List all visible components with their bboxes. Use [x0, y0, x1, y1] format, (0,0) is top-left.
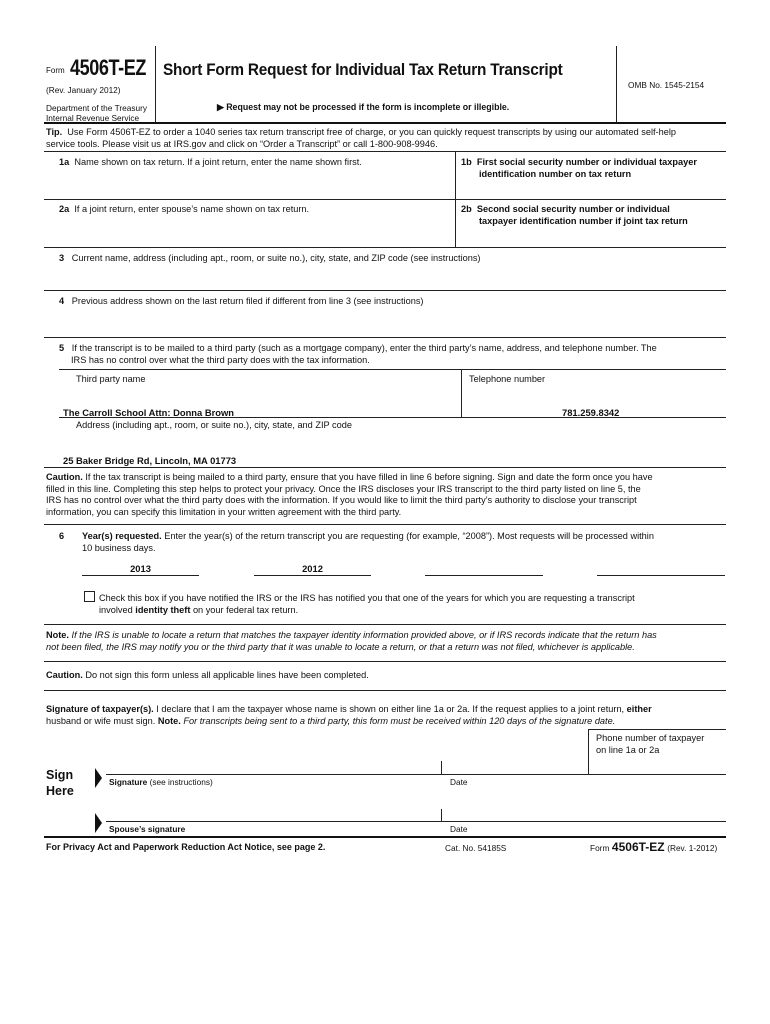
- date-label-1: Date: [450, 777, 468, 787]
- line-4-label: 4 Previous address shown on the last return filed if different from line 3 (see instructions): [59, 296, 424, 306]
- line-6-number: 6: [59, 531, 65, 541]
- date-label-2: Date: [450, 824, 468, 834]
- third-party-name-label: Third party name: [76, 374, 146, 384]
- taxpayer-phone-field[interactable]: [596, 760, 724, 774]
- department-line1: Department of the Treasury: [46, 103, 147, 113]
- privacy-notice: For Privacy Act and Paperwork Reduction Act Notice, see page 2.: [46, 842, 326, 852]
- spouse-signature-label: Spouse’s signature: [109, 824, 186, 834]
- caution-third-party: Caution. If the tax transcript is being mailed to a third party, ensure that you have filled in line 6 before signing. Sign and date the form once you have filled in this line. Completing this step helps to protect your privacy. Once the IRS discloses your IRS transcript to the third party listed on line 5, the IRS has no control over what the third party does with the information. If you would like to limit the third party’s authority to disclose your transcript information, you can specify this limitation in your written agreement with the third party.: [46, 472, 653, 517]
- signature-date-field[interactable]: [446, 758, 586, 774]
- line-1a-label: 1a Name shown on tax return. If a joint return, enter the name shown first.: [59, 157, 362, 167]
- year-field-2[interactable]: 2012: [302, 563, 323, 574]
- line-2b-label: 2b Second social security number or individual taxpayer identification number if joint tax return: [461, 204, 688, 226]
- address-label: Address (including apt., room, or suite no.), city, state, and ZIP code: [76, 420, 352, 430]
- form-label: Form: [46, 66, 65, 75]
- sign-arrow-icon: [95, 768, 102, 788]
- form-title: Short Form Request for Individual Tax Return Transcript: [163, 61, 563, 79]
- line-6-label: Year(s) requested. Enter the year(s) of the return transcript you are requesting (for example, “2008”). Most requests will be processed within 10 business days.: [82, 531, 654, 553]
- identity-theft-checkbox[interactable]: [84, 591, 95, 602]
- taxpayer-phone-label: Phone number of taxpayer on line 1a or 2a: [596, 733, 705, 755]
- form-number: 4506T-EZ: [70, 55, 146, 80]
- telephone-label: Telephone number: [469, 374, 546, 384]
- spouse-date-field[interactable]: [446, 806, 586, 821]
- omb-number: OMB No. 1545-2154: [628, 80, 705, 90]
- signature-declaration: Signature of taxpayer(s). I declare that I am the taxpayer whose name is shown on either line 1a or 2a. If the request applies to a joint return, either husband or wife must sign. Note. For transcripts being sent to a third party, this form must be received within 120 days of the signature date.: [46, 704, 652, 726]
- caution-signing: Caution. Do not sign this form unless all applicable lines have been completed.: [46, 670, 369, 680]
- sign-here-label: Sign Here: [46, 768, 74, 798]
- third-party-address-field[interactable]: 25 Baker Bridge Rd, Lincoln, MA 01773: [63, 455, 237, 466]
- footer-form-id: Form 4506T-EZ (Rev. 1-2012): [590, 840, 718, 854]
- year-field-1[interactable]: 2013: [130, 563, 151, 574]
- line-3-label: 3 Current name, address (including apt., room, or suite no.), city, state, and ZIP code (see instructions): [59, 253, 481, 263]
- catalog-number: Cat. No. 54185S: [445, 843, 507, 853]
- note-section: Note. If the IRS is unable to locate a return that matches the taxpayer identity information provided above, or if IRS records indicate that the return has not been filed, the IRS may notify you or the third party that it was unable to locate a return, or that a return was not filed, whichever is applicable.: [46, 630, 657, 652]
- form-subtitle: ▶ Request may not be processed if the form is incomplete or illegible.: [217, 102, 510, 112]
- taxpayer-signature-field[interactable]: [109, 758, 441, 774]
- tip-section: Tip. Use Form 4506T-EZ to order a 1040 series tax return transcript free of charge, or you can quickly request transcripts by using our automated self-help service tools. Please visit us at IRS.gov and click on “Order a Transcript” or call 1-800-908-9946.: [46, 127, 676, 149]
- line-1b-label: 1b First social security number or individual taxpayer identification number on tax return: [461, 157, 697, 179]
- identity-theft-text: Check this box if you have notified the IRS or the IRS has notified you that one of the years for which you are requesting a transcript involved identity theft on your federal tax return.: [99, 593, 635, 615]
- line-2a-label: 2a If a joint return, enter spouse’s name shown on tax return.: [59, 204, 310, 214]
- revision-date: (Rev. January 2012): [46, 85, 121, 95]
- line-1a-input[interactable]: [441, 170, 455, 200]
- signature-label: Signature (see instructions): [109, 777, 213, 787]
- third-party-name-field[interactable]: The Carroll School Attn: Donna Brown: [63, 407, 235, 418]
- sign-arrow-icon-2: [95, 813, 102, 833]
- spouse-signature-field[interactable]: [109, 806, 441, 822]
- department-line2: Internal Revenue Service: [46, 113, 140, 123]
- line-5-label: 5 If the transcript is to be mailed to a third party (such as a mortgage company), enter the third party’s name, address, and telephone number. The IRS has no control over what the third party does with the tax information.: [59, 343, 657, 365]
- telephone-field[interactable]: 781.259.8342: [562, 407, 620, 418]
